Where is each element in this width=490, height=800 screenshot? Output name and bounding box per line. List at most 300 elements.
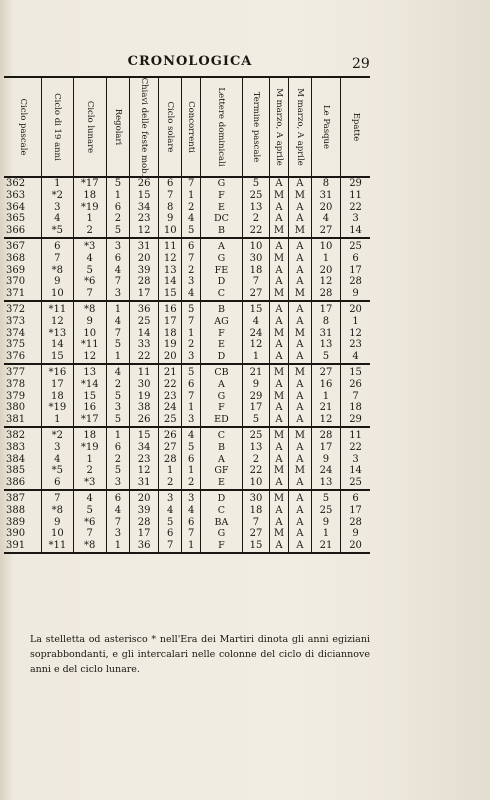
column-header-label: Epatte xyxy=(350,112,361,142)
table-cell: 3 xyxy=(352,453,359,465)
table-cell: 23 xyxy=(129,454,158,466)
table-cell: 364 xyxy=(4,202,42,214)
table-row xyxy=(4,253,370,265)
table-cell: 4 xyxy=(106,316,129,328)
table-cell: 362 xyxy=(4,177,42,190)
column-header xyxy=(159,78,182,177)
table-cell: 26 xyxy=(129,177,158,190)
table-cell: *6 xyxy=(73,517,106,529)
table-cell: GF xyxy=(201,465,243,477)
table-cell: 374 xyxy=(4,328,42,340)
table-cell: 1 xyxy=(73,213,106,225)
table-cell: A xyxy=(288,316,311,328)
table-cell: 10 xyxy=(73,328,106,340)
table-row xyxy=(4,328,370,340)
table-cell: 15 xyxy=(42,351,73,364)
table-cell: 3 xyxy=(106,528,129,540)
table-cell: 6 xyxy=(352,492,359,504)
table-cell: 18 xyxy=(73,427,106,442)
table-cell: 1 xyxy=(311,391,340,403)
table-cell: 369 xyxy=(4,265,42,277)
table-cell: 9 xyxy=(159,213,182,225)
table-cell: 39 xyxy=(129,265,158,277)
table-cell: A xyxy=(201,454,243,466)
table-cell: 36 xyxy=(129,301,158,316)
table-cell: 1 xyxy=(73,454,106,466)
table-cell: C xyxy=(201,427,243,442)
table-cell: 20 xyxy=(129,253,158,265)
table-cell: 377 xyxy=(4,364,42,379)
table-cell: 389 xyxy=(4,517,42,529)
table-cell: 12 xyxy=(242,339,269,351)
table-cell: *14 xyxy=(73,379,106,391)
table-cell: 4 xyxy=(106,505,129,517)
table-cell: 390 xyxy=(4,528,42,540)
column-header-label: Ciclo solare xyxy=(165,101,176,153)
table-cell: 15 xyxy=(349,366,362,378)
table-cell: B xyxy=(201,301,243,316)
table-cell: 23 xyxy=(159,391,182,403)
table-cell: 386 xyxy=(4,477,42,490)
table-cell: 16 xyxy=(159,301,182,316)
table-cell: 11 xyxy=(349,189,362,201)
table-cell: 2 xyxy=(182,339,201,351)
table-cell: 2 xyxy=(73,225,106,238)
table-cell: *19 xyxy=(73,442,106,454)
table-cell: A xyxy=(270,265,289,277)
table-row xyxy=(4,490,370,505)
table-cell: D xyxy=(201,490,243,505)
table-cell: A xyxy=(270,177,289,190)
table-row xyxy=(4,465,370,477)
table-cell: 5 xyxy=(242,414,269,427)
table-cell: CB xyxy=(201,364,243,379)
table-cell: M xyxy=(288,288,311,301)
page-number: 29 xyxy=(352,56,370,72)
table-cell: 2 xyxy=(242,454,269,466)
table-cell: 10 xyxy=(311,238,340,253)
table-cell: 7 xyxy=(42,490,73,505)
table-row xyxy=(4,301,370,316)
table-cell: 23 xyxy=(129,213,158,225)
table-cell: 4 xyxy=(182,288,201,301)
table-cell: 7 xyxy=(182,528,201,540)
table-cell: M xyxy=(270,490,289,505)
table-cell: 15 xyxy=(159,288,182,301)
table-cell: 5 xyxy=(182,442,201,454)
table-cell: M xyxy=(288,225,311,238)
table-cell: A xyxy=(270,276,289,288)
table-cell: *2 xyxy=(42,190,73,202)
table-cell: 7 xyxy=(242,517,269,529)
table-cell: A xyxy=(270,301,289,316)
table-cell: 388 xyxy=(4,505,42,517)
table-cell: 1 xyxy=(182,328,201,340)
table-cell: 6 xyxy=(182,454,201,466)
table-cell: 6 xyxy=(159,177,182,190)
table-cell: 13 xyxy=(242,442,269,454)
table-cell: 7 xyxy=(182,177,201,190)
table-cell: A xyxy=(270,351,289,364)
table-cell: 14 xyxy=(42,339,73,351)
table-cell: A xyxy=(288,213,311,225)
table-cell: *19 xyxy=(73,202,106,214)
table-cell: 7 xyxy=(106,328,129,340)
chronology-table-wrapper xyxy=(4,76,370,554)
table-cell: 23 xyxy=(349,339,362,351)
table-cell: 2 xyxy=(159,477,182,490)
table-cell: 24 xyxy=(242,328,269,340)
table-cell: A xyxy=(270,202,289,214)
table-cell: 2 xyxy=(106,454,129,466)
table-cell: 4 xyxy=(73,253,106,265)
table-cell: A xyxy=(288,238,311,253)
table-cell: 2 xyxy=(73,465,106,477)
table-cell: 17 xyxy=(311,442,340,454)
table-cell: 6 xyxy=(182,379,201,391)
table-cell: B xyxy=(201,225,243,238)
table-cell: A xyxy=(288,442,311,454)
table-cell: 6 xyxy=(182,517,201,529)
table-cell: 6 xyxy=(106,490,129,505)
table-cell: 6 xyxy=(106,442,129,454)
table-cell: 1 xyxy=(242,351,269,364)
table-cell: 13 xyxy=(311,339,340,351)
table-cell: 4 xyxy=(106,265,129,277)
table-cell: F xyxy=(201,190,243,202)
table-cell: 3 xyxy=(352,213,359,225)
table-cell: 31 xyxy=(129,238,158,253)
table-cell: 6 xyxy=(352,252,359,264)
table-cell: 5 xyxy=(182,301,201,316)
table-cell: 26 xyxy=(349,378,362,390)
table-cell: F xyxy=(201,328,243,340)
table-cell: A xyxy=(288,265,311,277)
table-cell: 12 xyxy=(311,276,340,288)
table-cell: 5 xyxy=(106,465,129,477)
table-cell: 367 xyxy=(4,238,42,253)
table-cell: *6 xyxy=(73,276,106,288)
table-cell: 28 xyxy=(159,454,182,466)
table-cell: 383 xyxy=(4,442,42,454)
table-cell: 22 xyxy=(242,225,269,238)
table-cell: 19 xyxy=(129,391,158,403)
table-cell: 5 xyxy=(106,391,129,403)
table-cell: 30 xyxy=(242,253,269,265)
table-cell: 1 xyxy=(182,540,201,553)
table-cell: 3 xyxy=(42,442,73,454)
table-cell: 20 xyxy=(311,202,340,214)
table-cell: *11 xyxy=(42,540,73,553)
table-cell: *8 xyxy=(73,540,106,553)
table-cell: 371 xyxy=(4,288,42,301)
table-cell: FE xyxy=(201,265,243,277)
table-cell: A xyxy=(288,339,311,351)
column-header-label: Le Pasque xyxy=(320,104,331,150)
column-header-label: Chiavi delle feste mob. xyxy=(139,77,150,177)
table-cell: 1 xyxy=(106,427,129,442)
table-cell: 4 xyxy=(182,505,201,517)
chronology-table xyxy=(4,78,370,554)
table-cell: 15 xyxy=(242,301,269,316)
table-cell: 376 xyxy=(4,351,42,364)
table-cell: 12 xyxy=(129,465,158,477)
table-cell: 5 xyxy=(182,225,201,238)
column-header xyxy=(42,78,73,177)
table-cell: 4 xyxy=(311,213,340,225)
table-cell: 39 xyxy=(129,505,158,517)
table-cell: 18 xyxy=(159,328,182,340)
table-cell: M xyxy=(270,465,289,477)
table-cell: *13 xyxy=(42,328,73,340)
table-cell: A xyxy=(270,339,289,351)
table-cell: M xyxy=(270,253,289,265)
table-cell: 7 xyxy=(159,540,182,553)
table-row xyxy=(4,414,370,427)
column-header-label: M marzo, A aprile xyxy=(294,88,305,166)
table-cell: 22 xyxy=(242,465,269,477)
table-cell: G xyxy=(201,253,243,265)
table-cell: A xyxy=(270,402,289,414)
table-cell: 28 xyxy=(129,276,158,288)
table-cell: E xyxy=(201,339,243,351)
table-cell: M xyxy=(270,288,289,301)
table-cell: 9 xyxy=(352,528,359,540)
table-cell: 1 xyxy=(106,190,129,202)
column-header xyxy=(288,78,311,177)
table-cell: 372 xyxy=(4,301,42,316)
table-cell: 25 xyxy=(242,190,269,202)
table-row xyxy=(4,339,370,351)
table-cell: DC xyxy=(201,213,243,225)
table-cell: 25 xyxy=(341,477,370,490)
table-cell: A xyxy=(270,238,289,253)
table-cell: A xyxy=(288,351,311,364)
table-cell: 370 xyxy=(4,276,42,288)
table-cell: *5 xyxy=(42,465,73,477)
table-cell: 5 xyxy=(73,265,106,277)
table-cell: 12 xyxy=(73,351,106,364)
table-cell: BA xyxy=(201,517,243,529)
table-cell: 6 xyxy=(106,253,129,265)
table-cell: 9 xyxy=(341,288,370,301)
table-cell: 7 xyxy=(42,253,73,265)
table-cell: 17 xyxy=(129,528,158,540)
table-cell: 18 xyxy=(349,402,362,414)
table-cell: A xyxy=(288,391,311,403)
table-cell: 28 xyxy=(349,516,362,528)
table-cell: *17 xyxy=(73,414,106,427)
table-cell: 14 xyxy=(159,276,182,288)
table-cell: 12 xyxy=(311,414,340,427)
table-cell: 3 xyxy=(106,477,129,490)
table-row xyxy=(4,316,370,328)
table-cell: *8 xyxy=(42,505,73,517)
table-cell: 3 xyxy=(159,490,182,505)
table-cell: 2 xyxy=(106,379,129,391)
table-row xyxy=(4,427,370,442)
table-cell: 25 xyxy=(159,414,182,427)
table-cell: 381 xyxy=(4,414,42,427)
table-cell: 5 xyxy=(182,364,201,379)
table-cell: 2 xyxy=(106,213,129,225)
table-cell: 27 xyxy=(311,225,340,238)
table-cell: 9 xyxy=(311,454,340,466)
table-cell: M xyxy=(270,364,289,379)
table-cell: 11 xyxy=(349,429,362,441)
table-cell: 4 xyxy=(73,490,106,505)
table-cell: 27 xyxy=(311,364,340,379)
table-cell: A xyxy=(270,442,289,454)
table-cell: *11 xyxy=(42,301,73,316)
table-cell: A xyxy=(288,379,311,391)
table-cell: 365 xyxy=(4,213,42,225)
table-cell: 3 xyxy=(42,202,73,214)
table-cell: 10 xyxy=(42,288,73,301)
column-header xyxy=(106,78,129,177)
table-cell: B xyxy=(201,442,243,454)
table-cell: 34 xyxy=(129,442,158,454)
table-cell: 11 xyxy=(159,238,182,253)
table-cell: 21 xyxy=(311,402,340,414)
table-cell: 3 xyxy=(182,351,201,364)
table-cell: A xyxy=(288,517,311,529)
table-row xyxy=(4,364,370,379)
table-cell: 380 xyxy=(4,402,42,414)
table-cell: 27 xyxy=(242,528,269,540)
table-cell: C xyxy=(201,288,243,301)
column-header-label: Termine pascale xyxy=(250,91,261,163)
table-cell: 33 xyxy=(129,339,158,351)
table-cell: 368 xyxy=(4,253,42,265)
column-header xyxy=(73,78,106,177)
table-cell: 5 xyxy=(73,505,106,517)
table-cell: M xyxy=(270,528,289,540)
table-cell: 28 xyxy=(311,427,340,442)
table-cell: 22 xyxy=(349,441,362,453)
table-cell: D xyxy=(201,276,243,288)
table-row xyxy=(4,391,370,403)
table-cell: 5 xyxy=(311,490,340,505)
table-cell: A xyxy=(270,379,289,391)
table-row xyxy=(4,238,370,253)
table-row xyxy=(4,351,370,364)
table-cell: 1 xyxy=(106,540,129,553)
page-title: CRONOLOGICA xyxy=(127,54,253,69)
table-cell: 8 xyxy=(311,177,340,190)
table-cell: 16 xyxy=(73,402,106,414)
table-cell: 4 xyxy=(159,505,182,517)
table-cell: 3 xyxy=(182,414,201,427)
table-cell: 18 xyxy=(242,265,269,277)
table-cell: A xyxy=(201,379,243,391)
table-cell: *17 xyxy=(73,177,106,190)
table-cell: G xyxy=(201,391,243,403)
table-cell: 31 xyxy=(311,328,340,340)
table-cell: 4 xyxy=(106,364,129,379)
table-cell: 34 xyxy=(129,202,158,214)
table-cell: 3 xyxy=(106,288,129,301)
table-cell: 18 xyxy=(242,505,269,517)
table-row xyxy=(4,540,370,553)
table-row xyxy=(4,517,370,529)
table-cell: M xyxy=(288,190,311,202)
table-cell: 3 xyxy=(106,238,129,253)
table-cell: *3 xyxy=(73,238,106,253)
table-cell: 14 xyxy=(129,328,158,340)
table-cell: *11 xyxy=(73,339,106,351)
table-cell: 8 xyxy=(159,202,182,214)
table-cell: 11 xyxy=(129,364,158,379)
table-cell: 20 xyxy=(129,490,158,505)
table-cell: M xyxy=(270,391,289,403)
table-cell: 7 xyxy=(73,288,106,301)
footnote: La stelletta od asterisco * nell'Era dei Martiri dinota gli anni egiziani soprabbondanti, e gli intercalari nelle colonne del ciclo di diciannove anni e del ciclo lunare. xyxy=(30,634,370,675)
table-cell: A xyxy=(270,517,289,529)
table-cell: A xyxy=(201,238,243,253)
table-cell: 7 xyxy=(106,276,129,288)
table-cell: 20 xyxy=(159,351,182,364)
table-cell: A xyxy=(288,402,311,414)
table-cell: 17 xyxy=(349,504,362,516)
table-row xyxy=(4,265,370,277)
table-cell: 3 xyxy=(106,402,129,414)
table-cell: A xyxy=(288,454,311,466)
table-cell: *5 xyxy=(42,225,73,238)
table-cell: A xyxy=(270,540,289,553)
table-cell: 2 xyxy=(182,265,201,277)
table-cell: D xyxy=(201,351,243,364)
table-cell: 20 xyxy=(349,303,362,315)
table-cell: A xyxy=(270,316,289,328)
table-cell: A xyxy=(288,528,311,540)
table-cell: 7 xyxy=(182,316,201,328)
table-cell: 375 xyxy=(4,339,42,351)
column-header-label: Ciclo pascale xyxy=(17,98,28,156)
table-cell: M xyxy=(270,225,289,238)
table-cell: 2 xyxy=(242,213,269,225)
table-cell: A xyxy=(288,505,311,517)
table-cell: A xyxy=(288,253,311,265)
page-edge-shading xyxy=(380,0,490,800)
table-cell: 6 xyxy=(106,202,129,214)
table-cell: 4 xyxy=(341,351,370,364)
table-row xyxy=(4,379,370,391)
table-cell: 5 xyxy=(311,351,340,364)
table-row xyxy=(4,454,370,466)
table-cell: A xyxy=(288,202,311,214)
table-cell: A xyxy=(270,477,289,490)
column-header-label: Regolari xyxy=(112,108,123,146)
table-cell: 385 xyxy=(4,465,42,477)
table-cell: 373 xyxy=(4,316,42,328)
table-cell: 7 xyxy=(106,517,129,529)
column-header-label: Ciclo lunare xyxy=(84,100,95,154)
table-cell: *8 xyxy=(73,301,106,316)
table-cell: 1 xyxy=(311,253,340,265)
table-cell: 22 xyxy=(159,379,182,391)
table-cell: 6 xyxy=(182,238,201,253)
table-cell: 14 xyxy=(349,465,362,477)
table-cell: 9 xyxy=(73,316,106,328)
table-cell: 17 xyxy=(349,264,362,276)
table-cell: AG xyxy=(201,316,243,328)
table-cell: 36 xyxy=(129,540,158,553)
table-cell: M xyxy=(288,328,311,340)
table-cell: 1 xyxy=(311,528,340,540)
table-cell: 15 xyxy=(242,540,269,553)
table-cell: 13 xyxy=(311,477,340,490)
